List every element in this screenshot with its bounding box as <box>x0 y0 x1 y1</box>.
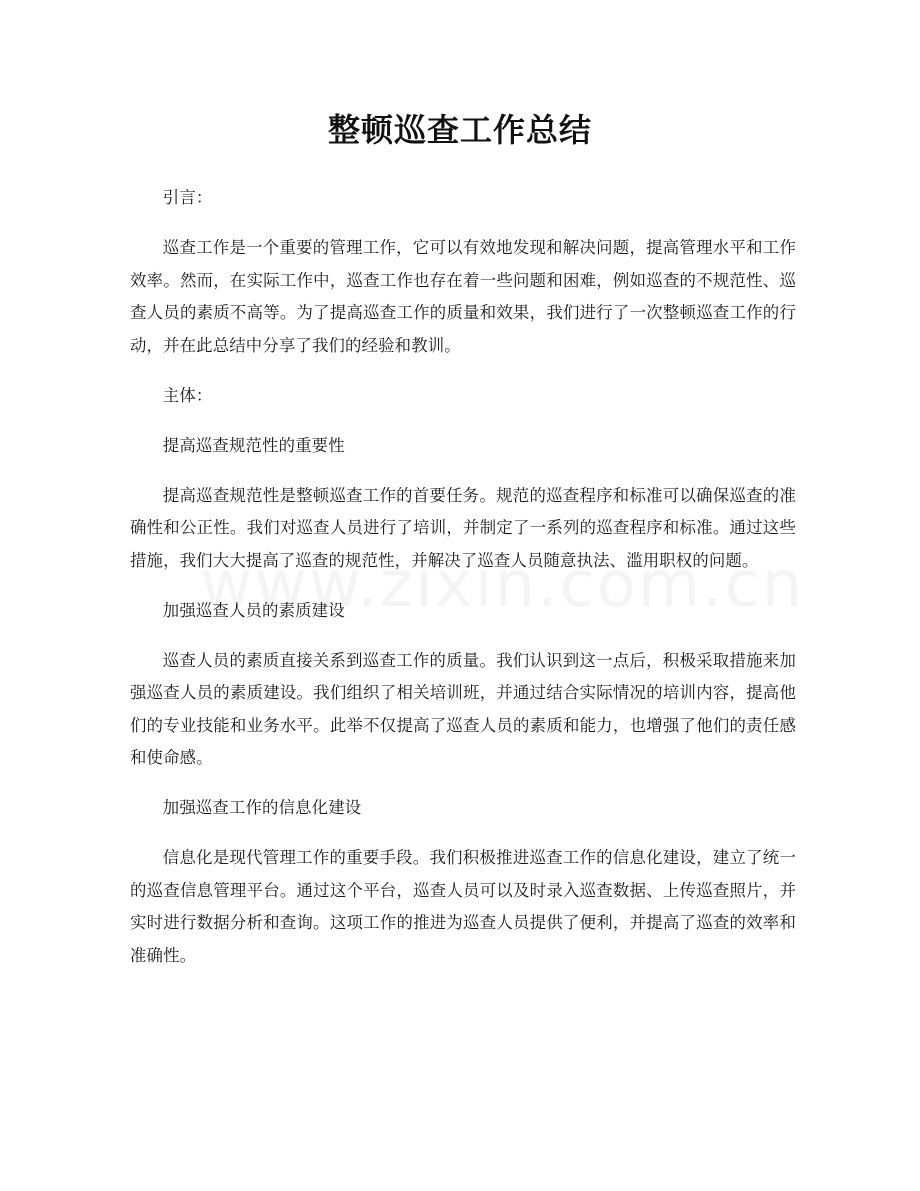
document-title: 整顿巡查工作总结 <box>327 111 592 149</box>
intro-paragraph: 巡查工作是一个重要的管理工作，它可以有效地发现和解决问题，提高管理水平和工作效率。然而，在实际工作中，巡查工作也存在着一些问题和困难，例如巡查的不规范性、巡查人员的素质不高等。为了提高巡查工作的质量和效果，我们进行了一次整顿巡查工作的行动，并在此总结中分享了我们的经验和教训。 <box>130 238 796 355</box>
section-paragraph-personnel: 巡查人员的素质直接关系到巡查工作的质量。我们认识到这一点后，积极采取措施来加强巡查人员的素质建设。我们组织了相关培训班，并通过结合实际情况的培训内容，提高他们的专业技能和业务水平。此举不仅提高了巡查人员的素质和能力，也增强了他们的责任感和使命感。 <box>130 650 796 767</box>
intro-heading: 引言： <box>162 188 213 207</box>
section-paragraph-standardization: 提高巡查规范性是整顿巡查工作的首要任务。规范的巡查程序和标准可以确保巡查的准确性和公正性。我们对巡查人员进行了培训，并制定了一系列的巡查程序和标准。通过这些措施，我们大大提高了巡查的规范性，并解决了巡查人员随意执法、滥用职权的问题。 <box>130 485 796 570</box>
section-heading-standardization: 提高巡查规范性的重要性 <box>162 435 345 455</box>
section-heading-informatization: 加强巡查工作的信息化建设 <box>162 798 362 817</box>
main-heading: 主体： <box>162 385 213 405</box>
section-paragraph-informatization: 信息化是现代管理工作的重要手段。我们积极推进巡查工作的信息化建设，建立了统一的巡查信息管理平台。通过这个平台，巡查人员可以及时录入巡查数据、上传巡查照片，并实时进行数据分析和查询。这项工作的推进为巡查人员提供了便利，并提高了巡查的效率和准确性。 <box>130 848 796 965</box>
document-body <box>130 182 796 972</box>
section-heading-personnel: 加强巡查人员的素质建设 <box>162 600 345 620</box>
